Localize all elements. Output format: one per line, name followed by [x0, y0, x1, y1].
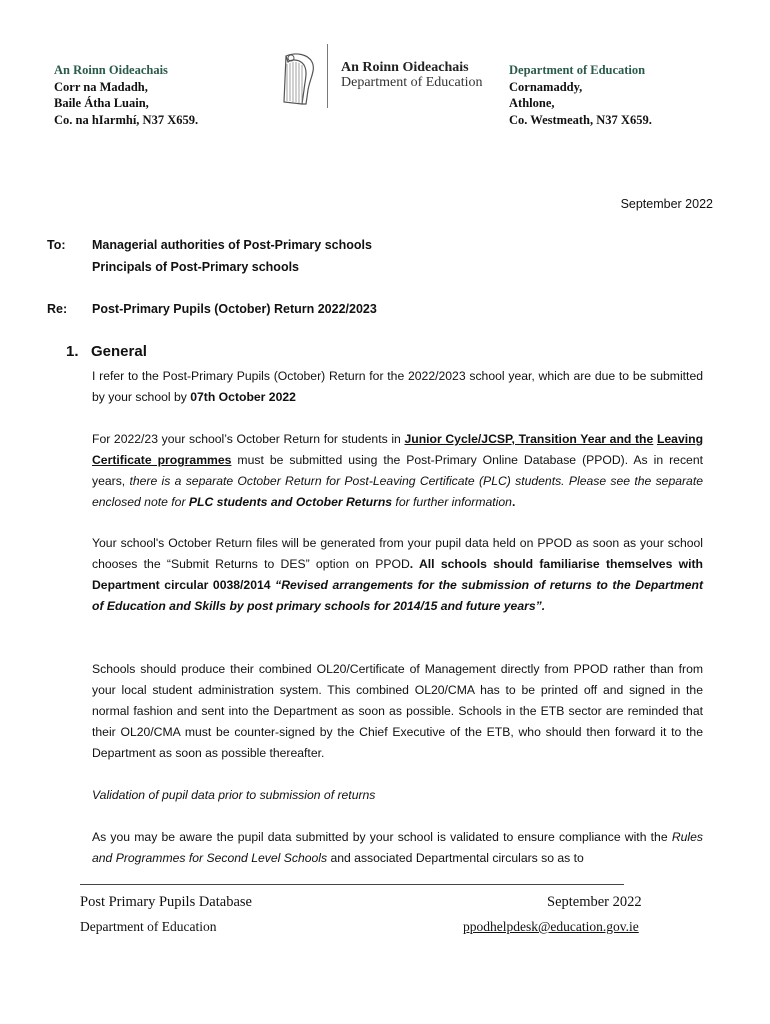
- programmes-underlined: Junior Cycle/JCSP, Transition Year and the: [404, 432, 654, 446]
- irish-address-line: Corr na Madadh,: [54, 79, 148, 94]
- circular-reference: . All schools should familiarise themselves with Department circular 0038/2014: [92, 557, 703, 592]
- footer-dept: Department of Education: [80, 919, 217, 934]
- paragraph-1: [92, 366, 703, 408]
- paragraph-5: [92, 827, 703, 869]
- irish-address-line: Co. na hIarmhí, N37 X659.: [54, 112, 199, 127]
- paragraph-text: I refer to the Post-Primary Pupils (October) Return for the 2022/2023 school year, which are due to be submitted by your school by: [92, 369, 703, 404]
- english-address-line: Athlone,: [509, 96, 555, 110]
- plc-note: there is a separate October Return for Post-Leaving Certificate (PLC) students. Please see the separate enclosed note for: [92, 474, 704, 509]
- english-address-line: Co. Westmeath, N37 X659.: [509, 112, 652, 127]
- irish-dept-name: An Roinn Oideachais: [54, 63, 168, 77]
- paragraph-text: As you may be aware the pupil data submitted by your school is validated to ensure compliance with the: [92, 830, 672, 844]
- programmes-underlined: Leaving Certificate programmes: [92, 432, 704, 467]
- re-label: Re:: [47, 302, 68, 316]
- logo-english-name: Department of Education: [341, 75, 483, 90]
- irish-address: [54, 62, 198, 128]
- logo-irish-name: An Roinn Oideachais: [341, 60, 469, 75]
- paragraph-end: .: [511, 495, 516, 509]
- logo-divider: [327, 44, 328, 108]
- english-dept-name: Department of Education: [509, 63, 646, 77]
- section-heading: [66, 343, 147, 360]
- to-label: To:: [47, 238, 66, 252]
- english-address: [509, 62, 652, 128]
- section-number: 1.: [66, 343, 79, 360]
- irish-address-line: Baile Átha Luain,: [54, 96, 149, 110]
- subject-line: Post-Primary Pupils (October) Return 2022/2023: [92, 302, 377, 316]
- dept-logo-text: [341, 60, 483, 90]
- helpdesk-email-link[interactable]: ppodhelpdesk@education.gov.ie: [463, 919, 639, 934]
- paragraph-text: and associated Departmental circulars so as to: [327, 851, 584, 865]
- due-date: 07th October 2022: [190, 390, 296, 404]
- english-address-line: Cornamaddy,: [509, 79, 583, 94]
- footer-title: Post Primary Pupils Database: [80, 894, 252, 910]
- paragraph-text: must be submitted using the Post-Primary Online Database (PPOD). As in recent years,: [92, 453, 703, 488]
- paragraph-3: [92, 533, 703, 617]
- harp-icon: [278, 50, 318, 108]
- recipient-line: Managerial authorities of Post-Primary schools: [92, 238, 372, 252]
- section-title: General: [91, 343, 147, 360]
- rules-reference: Rules and Programmes for Second Level Schools: [92, 830, 703, 865]
- plc-note-bold: PLC students and October Returns: [188, 495, 393, 509]
- validation-subheading: [92, 785, 703, 806]
- footer-date: September 2022: [547, 894, 642, 910]
- paragraph-text: For 2022/23 your school’s October Return for students in: [92, 432, 405, 446]
- footer-divider: [80, 884, 624, 885]
- circular-title: “Revised arrangements for the submission of returns to the Department of Education and Skills by post primary schools for 2014/15 and future years”.: [92, 578, 703, 613]
- paragraph-text: Your school's October Return files will be generated from your pupil data held on PPOD as soon as your school chooses the “Submit Returns to DES” option on PPOD: [92, 536, 703, 571]
- letter-date: September 2022: [620, 197, 713, 211]
- paragraph-4: Schools should produce their combined OL20/Certificate of Management directly from PPOD rather than from your local student administration system. This combined OL20/CMA has to be printed off and signed in the normal fashion and sent into the Department as soon as possible. Schools in the ETB sector are reminded that their OL20/CMA must be counter-signed by the Chief Executive of the ETB, who should then forward it to the Department as soon as possible thereafter.: [92, 662, 703, 760]
- paragraph-2: [92, 429, 703, 513]
- recipient-line: Principals of Post-Primary schools: [92, 260, 300, 274]
- subheading-text: Validation of pupil data prior to submission of returns: [92, 788, 376, 802]
- plc-note: for further information: [392, 495, 512, 509]
